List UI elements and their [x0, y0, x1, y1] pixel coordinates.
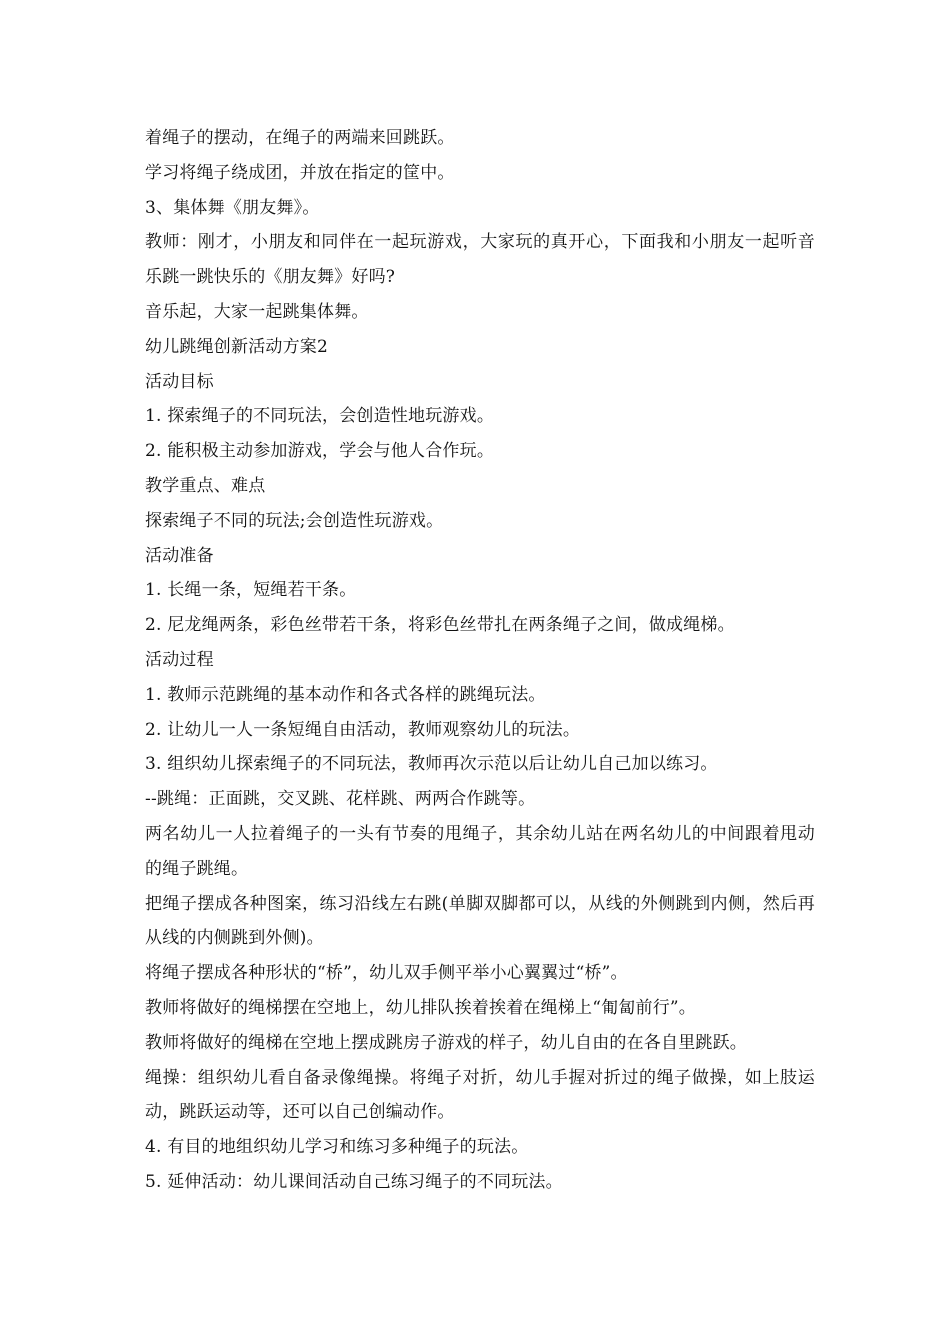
list-item: 2. 让幼儿一人一条短绳自由活动，教师观察幼儿的玩法。 — [145, 719, 581, 740]
paragraph: 探索绳子不同的玩法;会创造性玩游戏。 — [145, 510, 444, 531]
list-item: 1. 教师示范跳绳的基本动作和各式各样的跳绳玩法。 — [145, 684, 546, 705]
paragraph: --跳绳：正面跳，交叉跳、花样跳、两两合作跳等。 — [145, 789, 536, 810]
paragraph: 着绳子的摆动，在绳子的两端来回跳跃。 — [145, 128, 455, 148]
paragraph: 音乐起，大家一起跳集体舞。 — [145, 301, 369, 322]
list-item: 1. 探索绳子的不同玩法，会创造性地玩游戏。 — [145, 406, 495, 427]
section-title: 幼儿跳绳创新活动方案2 — [145, 336, 329, 357]
paragraph: 绳操：组织幼儿看自备录像绳操。将绳子对折，幼儿手握对折过的绳子做操，如上肢运动，跳跃运动等，还可以自己创编动作。 — [145, 1067, 815, 1123]
section-heading: 活动目标 — [145, 371, 214, 392]
paragraph: 将绳子摆成各种形状的“桥”，幼儿双手侧平举小心翼翼过“桥”。 — [145, 963, 628, 984]
paragraph: 3、集体舞《朋友舞》。 — [145, 197, 320, 218]
list-item: 5. 延伸活动：幼儿课间活动自己练习绳子的不同玩法。 — [145, 1171, 563, 1192]
paragraph: 两名幼儿一人拉着绳子的一头有节奏的甩绳子，其余幼儿站在两名幼儿的中间跟着甩动的绳子跳绳。 — [145, 823, 815, 879]
section-heading: 活动准备 — [145, 545, 214, 566]
paragraph: 教师将做好的绳梯在空地上摆成跳房子游戏的样子，幼儿自由的在各自里跳跃。 — [145, 1032, 747, 1053]
section-heading: 教学重点、难点 — [145, 475, 266, 496]
list-item: 1. 长绳一条，短绳若干条。 — [145, 580, 357, 601]
paragraph: 教师：刚才，小朋友和同伴在一起玩游戏，大家玩的真开心，下面我和小朋友一起听音乐跳一跳快乐的《朋友舞》好吗? — [145, 232, 815, 288]
paragraph: 教师将做好的绳梯摆在空地上，幼儿排队挨着挨着在绳梯上“匍匐前行”。 — [145, 997, 696, 1018]
paragraph: 把绳子摆成各种图案，练习沿线左右跳(单脚双脚都可以，从线的外侧跳到内侧，然后再从线的内侧跳到外侧)。 — [145, 893, 815, 949]
document-body — [145, 121, 815, 1200]
section-heading: 活动过程 — [145, 649, 214, 670]
list-item: 4. 有目的地组织幼儿学习和练习多种绳子的玩法。 — [145, 1137, 529, 1158]
paragraph: 学习将绳子绕成团，并放在指定的筐中。 — [145, 162, 455, 183]
list-item: 2. 尼龙绳两条，彩色丝带若干条，将彩色丝带扎在两条绳子之间，做成绳梯。 — [145, 615, 735, 636]
list-item: 2. 能积极主动参加游戏，学会与他人合作玩。 — [145, 441, 495, 462]
list-item: 3. 组织幼儿探索绳子的不同玩法，教师再次示范以后让幼儿自己加以练习。 — [145, 754, 718, 775]
